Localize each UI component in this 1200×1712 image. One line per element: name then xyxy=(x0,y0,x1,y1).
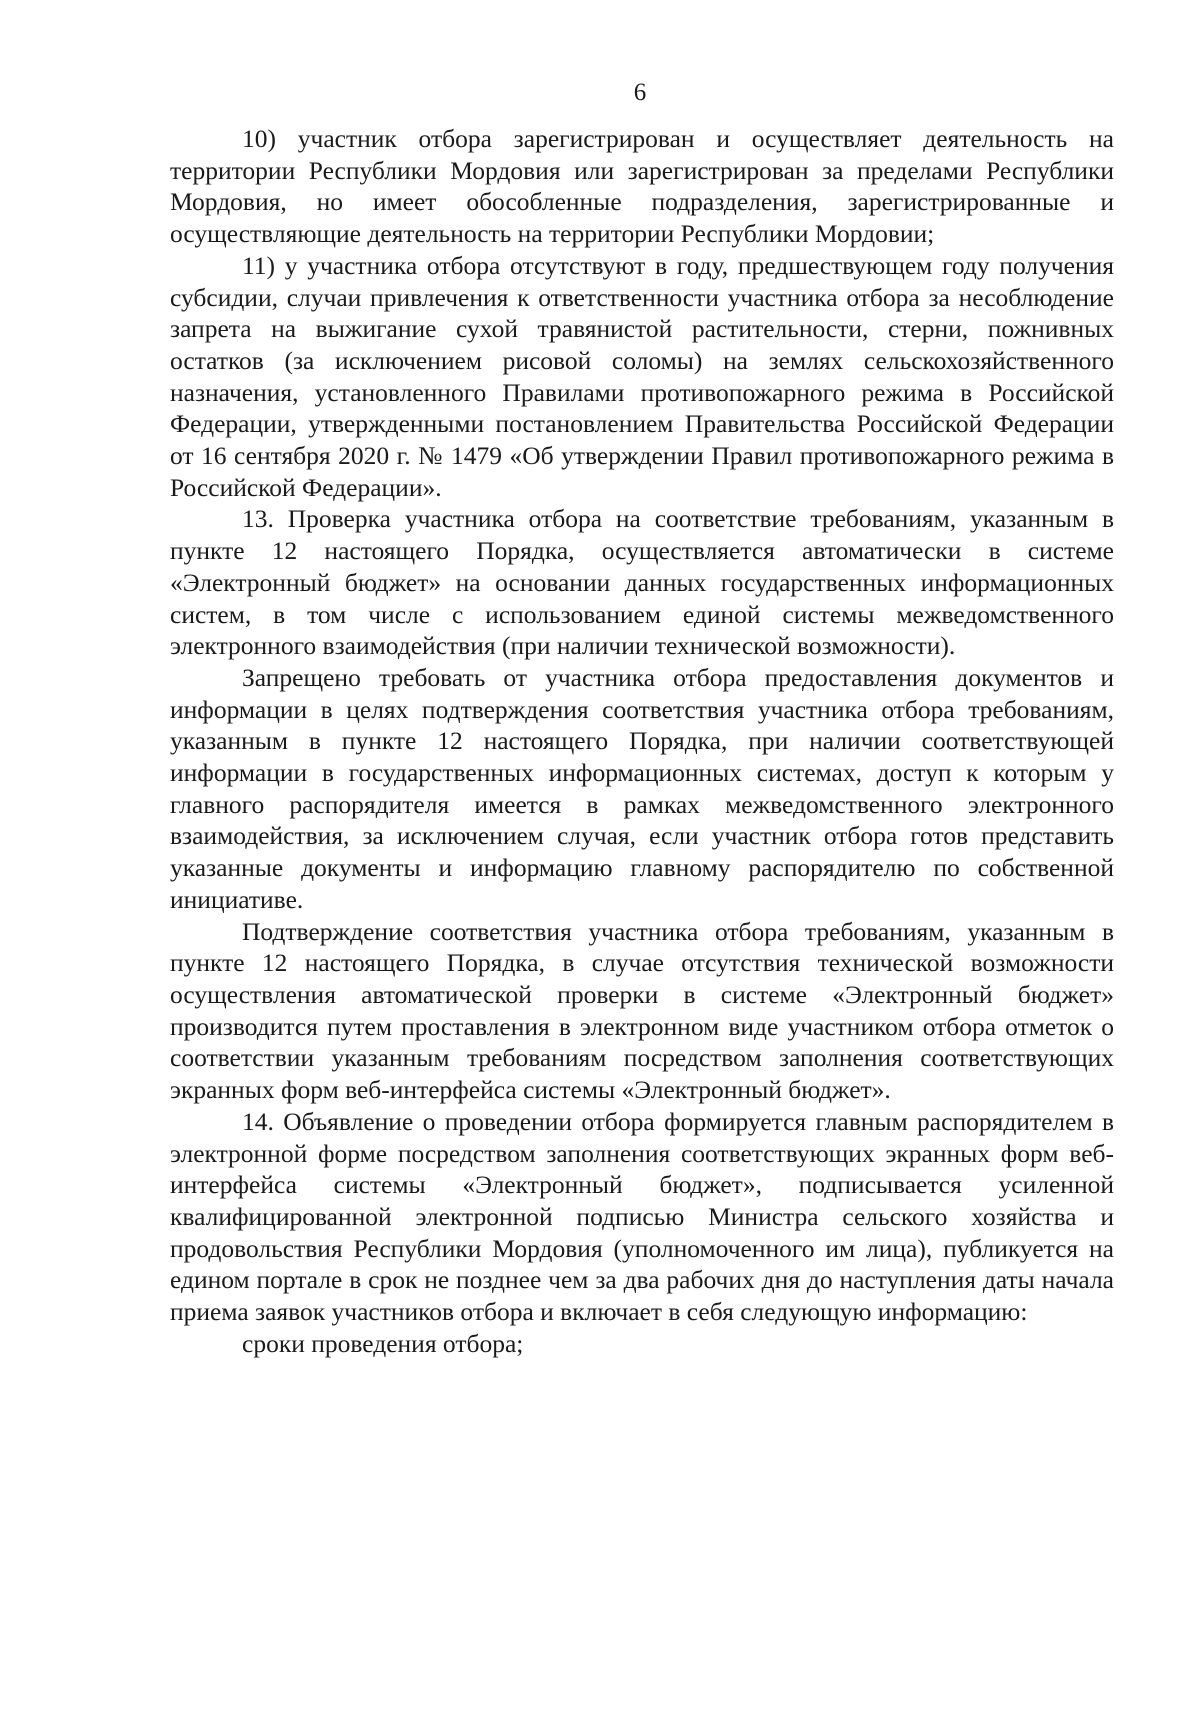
document-body xyxy=(170,123,1114,1359)
paragraph-confirmation: Подтверждение соответствия участника отбора требованиям, указанным в пункте 12 настоящего Порядка, в случае отсутствия технической возможности осуществления автоматической проверки в системе «Электронный бюджет» производится путем проставления в электронном виде участником отбора отметок о соответствии указанным требованиям посредством заполнения соответствующих экранных форм веб-интерфейса системы «Электронный бюджет». xyxy=(170,916,1114,1105)
paragraph-section-13: 13. Проверка участника отбора на соответствие требованиям, указанным в пункте 12 настоящего Порядка, осуществляется автоматически в системе «Электронный бюджет» на основании данных государственных информационных систем, в том числе с использованием единой системы межведомственного электронного взаимодействия (при наличии технической возможности). xyxy=(170,504,1114,661)
page-number: 6 xyxy=(633,79,647,106)
paragraph-item-11: 11) у участника отбора отсутствуют в году, предшествующем году получения субсидии, случаи привлечения к ответственности участника отбора за несоблюдение запрета на выжигание сухой травянистой растительности, стерни, пожнивных остатков (за исключением рисовой соломы) на землях сельскохозяйственного назначения, установленного Правилами противопожарного режима в Российской Федерации, утвержденными постановлением Правительства Российской Федерации от 16 сентября 2020 г. № 1479 «Об утверждении Правил противопожарного режима в Российской Федерации». xyxy=(170,250,1114,502)
paragraph-item-10: 10) участник отбора зарегистрирован и осуществляет деятельность на территории Республики Мордовия или зарегистрирован за пределами Республики Мордовия, но имеет обособленные подразделения, зарегистрированные и осуществляющие деятельность на территории Республики Мордовии; xyxy=(170,124,1114,249)
paragraph-prohibition: Запрещено требовать от участника отбора предоставления документов и информации в целях подтверждения соответствия участника отбора требованиям, указанным в пункте 12 настоящего Порядка, при наличии соответствующей информации в государственных информационных системах, доступ к которым у главного распорядителя имеется в рамках межведомственного электронного взаимодействия, за исключением случая, если участник отбора готов представить указанные документы и информацию главному распорядителю по собственной инициативе. xyxy=(170,662,1114,914)
paragraph-list-item-terms: сроки проведения отбора; xyxy=(242,1328,524,1358)
paragraph-section-14: 14. Объявление о проведении отбора формируется главным распорядителем в электронной форме посредством заполнения соответствующих экранных форм веб-интерфейса системы «Электронный бюджет», подписывается усиленной квалифицированной электронной подписью Министра сельского хозяйства и продовольствия Республики Мордовия (уполномоченного им лица), публикуется на едином портале в срок не позднее чем за два рабочих дня до наступления даты начала приема заявок участников отбора и включает в себя следующую информацию: xyxy=(170,1106,1114,1327)
